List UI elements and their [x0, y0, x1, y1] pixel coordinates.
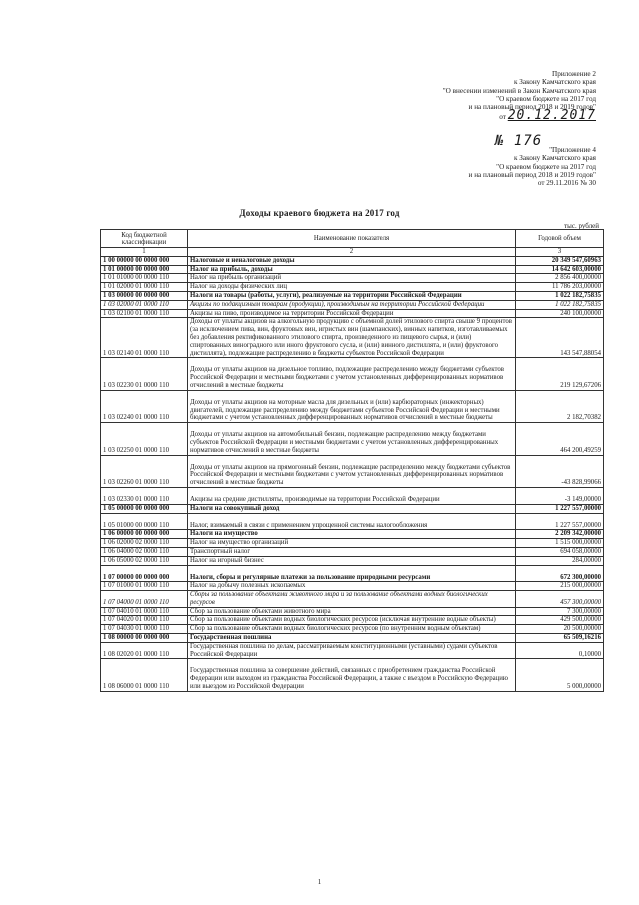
handwritten-number: № 176: [495, 133, 543, 149]
row-value: 284,00000: [516, 556, 604, 565]
row-value: 7 300,00000: [516, 607, 604, 616]
row-code: 1 03 02140 01 0000 110: [101, 318, 188, 358]
table-row: [101, 318, 604, 358]
table-row: [101, 390, 604, 422]
header-line: "О краевом бюджете на 2017 год: [496, 162, 596, 171]
table-row: [101, 607, 604, 616]
table-number-row: [101, 248, 604, 257]
units-label: тыс. рублей: [564, 222, 599, 230]
table-row: [101, 455, 604, 487]
row-name: Доходы от уплаты акцизов на прямогонный бензин, подлежащие распределению между бюджетами субъектов Российской Федерации и местными бюджетами с учетом установленных дифференцированных нормативов отчислений в местные бюджеты: [188, 455, 516, 487]
row-name: Налог на добычу полезных ископаемых: [188, 582, 516, 591]
header-line: "О краевом бюджете на 2017 год: [496, 94, 596, 103]
table-row: [101, 634, 604, 643]
row-value: 1 515 000,00000: [516, 539, 604, 548]
row-value: 5 000,00000: [516, 659, 604, 691]
table-row: [101, 309, 604, 318]
row-name: Налоги на товары (работы, услуги), реализуемые на территории Российской Федерации: [188, 291, 516, 300]
row-value: 672 300,00000: [516, 565, 604, 582]
header-code: Код бюджетной классификации: [101, 230, 188, 248]
row-name: Налоги на совокупный доход: [188, 504, 516, 513]
table-row: [101, 539, 604, 548]
row-value: 143 547,88054: [516, 318, 604, 358]
header-line: и на плановый период 2018 и 2019 годов": [468, 103, 596, 112]
row-value: 1 227 557,00000: [516, 504, 604, 513]
row-code: 1 03 02100 01 0000 110: [101, 309, 188, 318]
header-line: к Закону Камчатского края: [514, 154, 596, 163]
row-code: 1 08 00000 00 0000 000: [101, 634, 188, 643]
row-name: Акцизы по подакцизным товарам (продукции), производимым на территории Российской Федерации: [188, 300, 516, 309]
table-row: [101, 530, 604, 539]
row-code: 1 07 04020 01 0000 110: [101, 616, 188, 625]
row-name: Налоги, сборы и регулярные платежи за пользование природными ресурсами: [188, 565, 516, 582]
handwritten-date: 20.12.2017: [507, 108, 596, 124]
row-value: 240 100,00000: [516, 309, 604, 318]
table-row: [101, 504, 604, 513]
header-line: от 29.11.2016 № 30: [537, 179, 596, 188]
row-code: 1 06 04000 02 0000 110: [101, 547, 188, 556]
row-code: 1 03 02240 01 0000 110: [101, 390, 188, 422]
row-code: 1 03 02330 01 0000 110: [101, 487, 188, 504]
date-line: [443, 108, 596, 124]
row-name: Доходы от уплаты акцизов на моторные масла для дизельных и (или) карбюраторных (инжекторных) двигателей, подлежащие распределению между бюджетами субъектов Российской Федерации и местными бюджетами с учетом установленных дифференцированных нормативов отчислений в местные бюджеты: [188, 390, 516, 422]
row-value: 464 200,49259: [516, 423, 604, 455]
table-row: [101, 274, 604, 283]
row-value: 694 058,00000: [516, 547, 604, 556]
row-name: Государственная пошлина: [188, 634, 516, 643]
row-code: 1 07 01000 01 0000 110: [101, 582, 188, 591]
row-name: Налог на прибыль организаций: [188, 274, 516, 283]
header-line: и на плановый период 2018 и 2019 годов": [468, 170, 596, 179]
row-name: Налог на доходы физических лиц: [188, 283, 516, 292]
header-line: "О внесении изменений в Закон Камчатского края: [442, 86, 596, 95]
revenue-table: [100, 229, 604, 692]
row-value: 2 209 342,00000: [516, 530, 604, 539]
row-name: Сбор за пользование объектами водных биологических ресурсов (по внутренним водным объектам): [188, 625, 516, 634]
row-name: Доходы от уплаты акцизов на автомобильный бензин, подлежащие распределению между бюджетами субъектов Российской Федерации и местными бюджетами с учетом установленных дифференцированных нормативов отчислений в местные бюджеты: [188, 423, 516, 455]
row-name: Акцизы на средние дистилляты, производимые на территории Российской Федерации: [188, 487, 516, 504]
row-value: 1 022 182,75835: [516, 300, 604, 309]
row-name: Налог на имущество организаций: [188, 539, 516, 548]
row-code: 1 06 05000 02 0000 110: [101, 556, 188, 565]
table-row: [101, 556, 604, 565]
table-row: [101, 291, 604, 300]
header-line: к Закону Камчатского края: [514, 78, 596, 87]
row-code: 1 03 02000 01 0000 110: [101, 300, 188, 309]
row-value: -3 149,00000: [516, 487, 604, 504]
row-code: 1 01 00000 00 0000 000: [101, 265, 188, 274]
row-value: 457 300,00000: [516, 591, 604, 608]
row-code: 1 03 00000 00 0000 000: [101, 291, 188, 300]
row-code: 1 07 04030 01 0000 110: [101, 625, 188, 634]
appendix-header-1: [443, 70, 596, 122]
table-row: [101, 591, 604, 608]
row-name: Налог на игорный бизнес: [188, 556, 516, 565]
table-row: [101, 547, 604, 556]
row-code: 1 08 02020 01 0000 110: [101, 642, 188, 659]
page-number: 1: [317, 878, 322, 886]
row-value: 2 182,70382: [516, 390, 604, 422]
appendix-header-2: [469, 146, 596, 187]
row-name: Сбор за пользование объектами животного мира: [188, 607, 516, 616]
table-header-row: [101, 230, 604, 248]
row-code: 1 03 02260 01 0000 110: [101, 455, 188, 487]
date-prefix: от: [499, 113, 506, 122]
row-name: Сборы за пользование объектами животного мира и за пользование объектами водных биологических ресурсов: [188, 591, 516, 608]
row-name: Налоговые и неналоговые доходы: [188, 256, 516, 265]
table-row: [101, 513, 604, 530]
row-code: 1 07 04010 01 0000 110: [101, 607, 188, 616]
row-code: 1 08 06000 01 0000 110: [101, 659, 188, 691]
row-name: Доходы от уплаты акцизов на дизельное топливо, подлежащие распределению между бюджетами субъектов Российской Федерации и местными бюджетами с учетом установленных дифференцированных нормативов отчислений в местные бюджеты: [188, 358, 516, 390]
row-value: 2 856 400,00000: [516, 274, 604, 283]
row-code: 1 01 01000 00 0000 110: [101, 274, 188, 283]
row-value: 11 786 203,00000: [516, 283, 604, 292]
row-value: 65 509,16216: [516, 634, 604, 643]
col-number: 3: [516, 248, 604, 257]
header-line: Приложение 2: [552, 70, 596, 78]
row-code: 1 07 00000 00 0000 000: [101, 565, 188, 582]
table-row: [101, 625, 604, 634]
row-code: 1 00 00000 00 0000 000: [101, 256, 188, 265]
table-row: [101, 565, 604, 582]
row-value: 219 129,67206: [516, 358, 604, 390]
table-row: [101, 300, 604, 309]
row-name: Сбор за пользование объектами водных биологических ресурсов (исключая внутренние водные объекты): [188, 616, 516, 625]
row-name: Налог на прибыль, доходы: [188, 265, 516, 274]
row-name: Налоги на имущество: [188, 530, 516, 539]
table-row: [101, 487, 604, 504]
row-name: Налог, взимаемый в связи с применением упрощенной системы налогообложения: [188, 513, 516, 530]
table-row: [101, 642, 604, 659]
row-value: 215 000,00000: [516, 582, 604, 591]
row-code: 1 07 04000 01 0000 110: [101, 591, 188, 608]
row-name: Транспортный налог: [188, 547, 516, 556]
row-code: 1 06 00000 00 0000 000: [101, 530, 188, 539]
table-row: [101, 256, 604, 265]
header-name: Наименование показателя: [188, 230, 516, 248]
row-name: Государственная пошлина за совершение действий, связанных с приобретением гражданства Российской Федерации или выходом из гражданства Российской Федерации, а также с въездом в Российскую Федерацию или выездом из Российской Федерации: [188, 659, 516, 691]
row-code: 1 05 00000 00 0000 000: [101, 504, 188, 513]
row-value: 14 642 603,00000: [516, 265, 604, 274]
row-value: 1 227 557,00000: [516, 513, 604, 530]
col-number: 2: [188, 248, 516, 257]
row-code: 1 03 02230 01 0000 110: [101, 358, 188, 390]
row-value: -43 828,99066: [516, 455, 604, 487]
row-value: 429 500,00000: [516, 616, 604, 625]
row-code: 1 03 02250 01 0000 110: [101, 423, 188, 455]
row-value: 0,10000: [516, 642, 604, 659]
header-line: "Приложение 4: [549, 146, 596, 154]
header-value: Годовой объем: [516, 230, 604, 248]
table-row: [101, 265, 604, 274]
table-row: [101, 283, 604, 292]
row-name: Государственная пошлина по делам, рассматриваемым конституционными (уставными) судами субъектов Российской Федерации: [188, 642, 516, 659]
row-code: 1 06 02000 02 0000 110: [101, 539, 188, 548]
table-row: [101, 582, 604, 591]
document-title: Доходы краевого бюджета на 2017 год: [239, 208, 400, 218]
row-value: 1 022 182,75835: [516, 291, 604, 300]
table-row: [101, 423, 604, 455]
row-name: Доходы от уплаты акцизов на алкогольную продукцию с объемной долей этилового спирта свыше 9 процентов (за исключением пива, вин, фруктовых вин, игристых вин (шампанских), винных напитков, изготавливаемых без добавления ректификованного этилового спирта, произведенного из пищевого сырья, и (или) спиртованных виноградного или иного фруктового сусла, и (или) винного дистиллята, и (или) фруктового дистиллята), подлежащие распределению в бюджеты субъектов Российской Федерации: [188, 318, 516, 358]
row-value: 20 349 547,60963: [516, 256, 604, 265]
row-code: 1 01 02000 01 0000 110: [101, 283, 188, 292]
table-row: [101, 616, 604, 625]
row-name: Акцизы на пиво, производимое на территории Российской Федерации: [188, 309, 516, 318]
row-value: 20 500,00000: [516, 625, 604, 634]
table-row: [101, 659, 604, 691]
table-row: [101, 358, 604, 390]
col-number: 1: [101, 248, 188, 257]
row-code: 1 05 01000 00 0000 110: [101, 513, 188, 530]
